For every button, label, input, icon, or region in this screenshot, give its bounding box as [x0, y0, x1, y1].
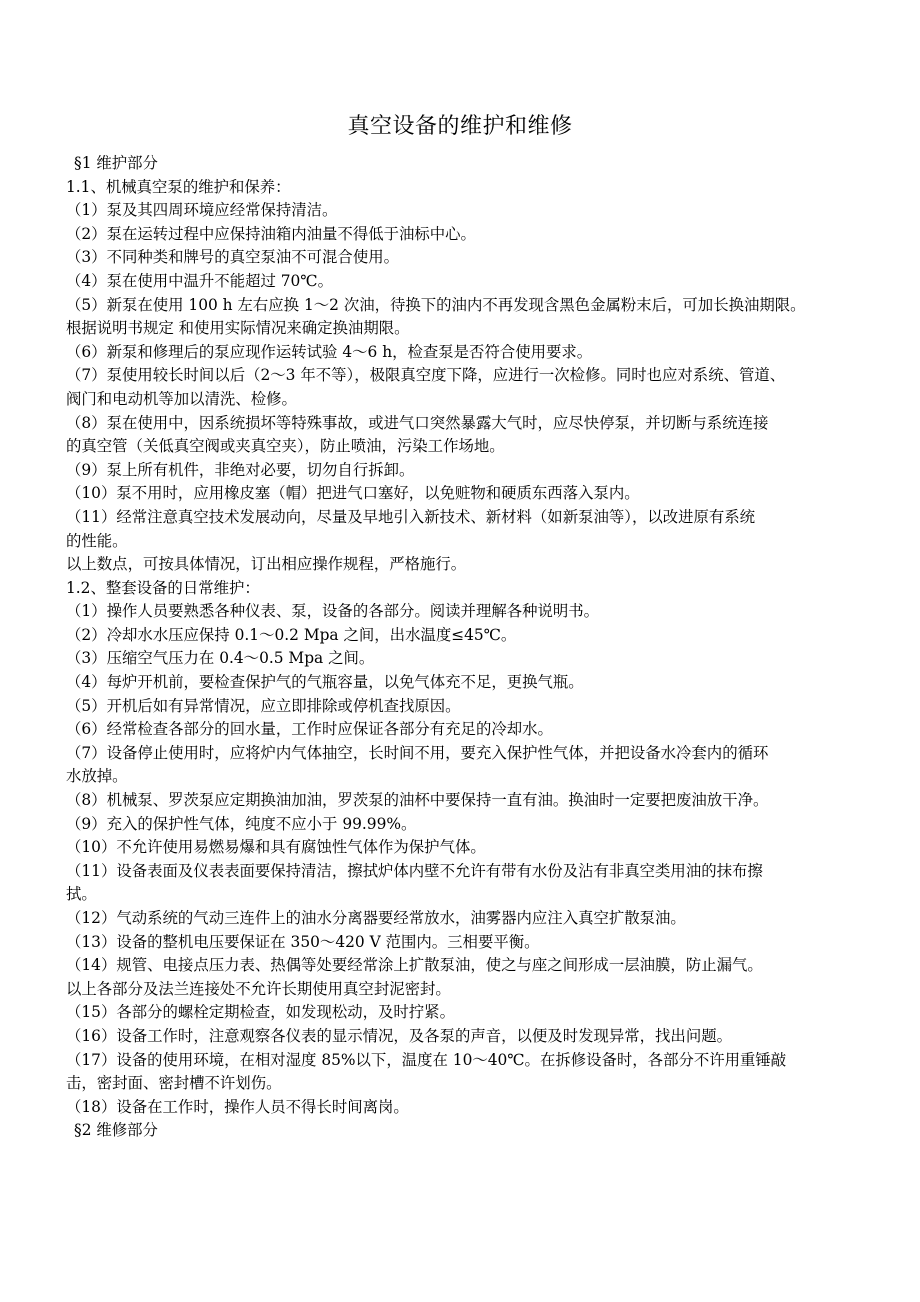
text-line: （4）每炉开机前，要检查保护气的气瓶容量，以免气体充不足，更换气瓶。	[66, 673, 584, 692]
text-line: 以上数点，可按具体情况，订出相应操作规程，严格施行。	[66, 555, 467, 574]
text-line: （14）规管、电接点压力表、热偶等处要经常涂上扩散泵油，使之与座之间形成一层油膜，防止漏气。	[66, 956, 763, 975]
text-line: （2）泵在运转过程中应保持油箱内油量不得低于油标中心。	[66, 224, 476, 243]
text-line: （11）经常注意真空技术发展动向，尽量及早地引入新技术、新材料（如新泵油等），以改进原有系统	[66, 507, 756, 526]
text-line: （6）经常检查各部分的回水量，工作时应保证各部分有充足的冷却水。	[66, 720, 553, 739]
text-line: （10）泵不用时，应用橡皮塞（帽）把进气口塞好，以免赃物和硬质东西落入泵内。	[66, 484, 640, 503]
text-line: （3）不同种类和牌号的真空泵油不可混合使用。	[66, 248, 399, 267]
text-line: （4）泵在使用中温升不能超过 70℃。	[66, 271, 333, 290]
text-line: （6）新泵和修理后的泵应现作运转试验 4～6 h，检查泵是否符合使用要求。	[66, 342, 593, 361]
text-line: 的真空管（关低真空阀或夹真空夹），防止喷油，污染工作场地。	[66, 437, 505, 456]
text-line: 的性能。	[66, 531, 128, 550]
text-line: （9）充入的保护性气体，纯度不应小于 99.99%。	[66, 814, 417, 833]
text-line: （8）机械泵、罗茨泵应定期换油加油，罗茨泵的油杯中要保持一直有油。换油时一定要把废油放干净。	[66, 791, 769, 810]
section-heading: §1 维护部分	[74, 154, 158, 172]
text-line: （9）泵上所有机件，非绝对必要，切勿自行拆卸。	[66, 460, 415, 479]
text-line: （11）设备表面及仪表表面要保持清洁，擦拭炉体内壁不允许有带有水份及沾有非真空类用油的抹布擦	[66, 861, 763, 880]
text-line: （10）不允许使用易燃易爆和具有腐蚀性气体作为保护气体。	[66, 838, 486, 857]
text-line: （7）设备停止使用时，应将炉内气体抽空，长时间不用，要充入保护性气体，并把设备水冷套内的循环	[66, 743, 769, 762]
text-line: （1）操作人员要熟悉各种仪表、泵，设备的各部分。阅读并理解各种说明书。	[66, 602, 600, 621]
section-heading: §2 维修部分	[74, 1121, 158, 1140]
text-line: （2）冷却水水压应保持 0.1～0.2 Mpa 之间，出水温度≤45℃。	[66, 625, 517, 644]
text-line: （1）泵及其四周环境应经常保持清洁。	[66, 201, 338, 220]
text-line: 击，密封面、密封槽不许划伤。	[66, 1074, 282, 1093]
text-line: 拭。	[66, 885, 97, 904]
text-line: 根据说明书规定 和使用实际情况来确定换油期限。	[66, 319, 410, 338]
text-line: 以上各部分及法兰连接处不允许长期使用真空封泥密封。	[66, 979, 451, 998]
document-title: 真空设备的维护和维修	[347, 114, 573, 139]
text-line: （13）设备的整机电压要保证在 350～420 V 范围内。三相要平衡。	[66, 932, 540, 951]
text-line: （16）设备工作时，注意观察各仪表的显示情况，及各泵的声音，以便及时发现异常，找出问题。	[66, 1026, 732, 1045]
text-line: 阀门和电动机等加以清洗、检修。	[66, 389, 297, 408]
text-line: 水放掉。	[66, 767, 128, 786]
text-line: （12）气动系统的气动三连件上的油水分离器要经常放水，油雾器内应注入真空扩散泵油。	[66, 909, 686, 927]
text-line: （3）压缩空气压力在 0.4～0.5 Mpa 之间。	[66, 649, 375, 668]
document-body	[66, 152, 912, 1143]
text-line: （8）泵在使用中，因系统损坏等特殊事故，或进气口突然暴露大气时，应尽快停泵，并切断与系统连接	[66, 413, 769, 432]
text-line: （7）泵使用较长时间以后（2～3 年不等），极限真空度下降，应进行一次检修。同时也应对系统、管道、	[66, 366, 786, 385]
subsection-heading: 1.2、整套设备的日常维护：	[66, 578, 260, 597]
text-line: （5）开机后如有异常情况，应立即排除或停机查找原因。	[66, 696, 461, 715]
subsection-heading: 1.1、机械真空泵的维护和保养：	[66, 177, 291, 196]
text-line: （5）新泵在使用 100 h 左右应换 1～2 次油，待换下的油内不再发现含黑色金属粉末后，可加长换油期限。	[66, 295, 806, 314]
text-line: （18）设备在工作时，操作人员不得长时间离岗。	[66, 1097, 409, 1116]
text-line: （15）各部分的螺栓定期检查，如发现松动，及时拧紧。	[66, 1003, 455, 1022]
text-line: （17）设备的使用环境，在相对湿度 85%以下，温度在 10～40℃。在拆修设备时，各部分不许用重锤敲	[66, 1050, 787, 1069]
